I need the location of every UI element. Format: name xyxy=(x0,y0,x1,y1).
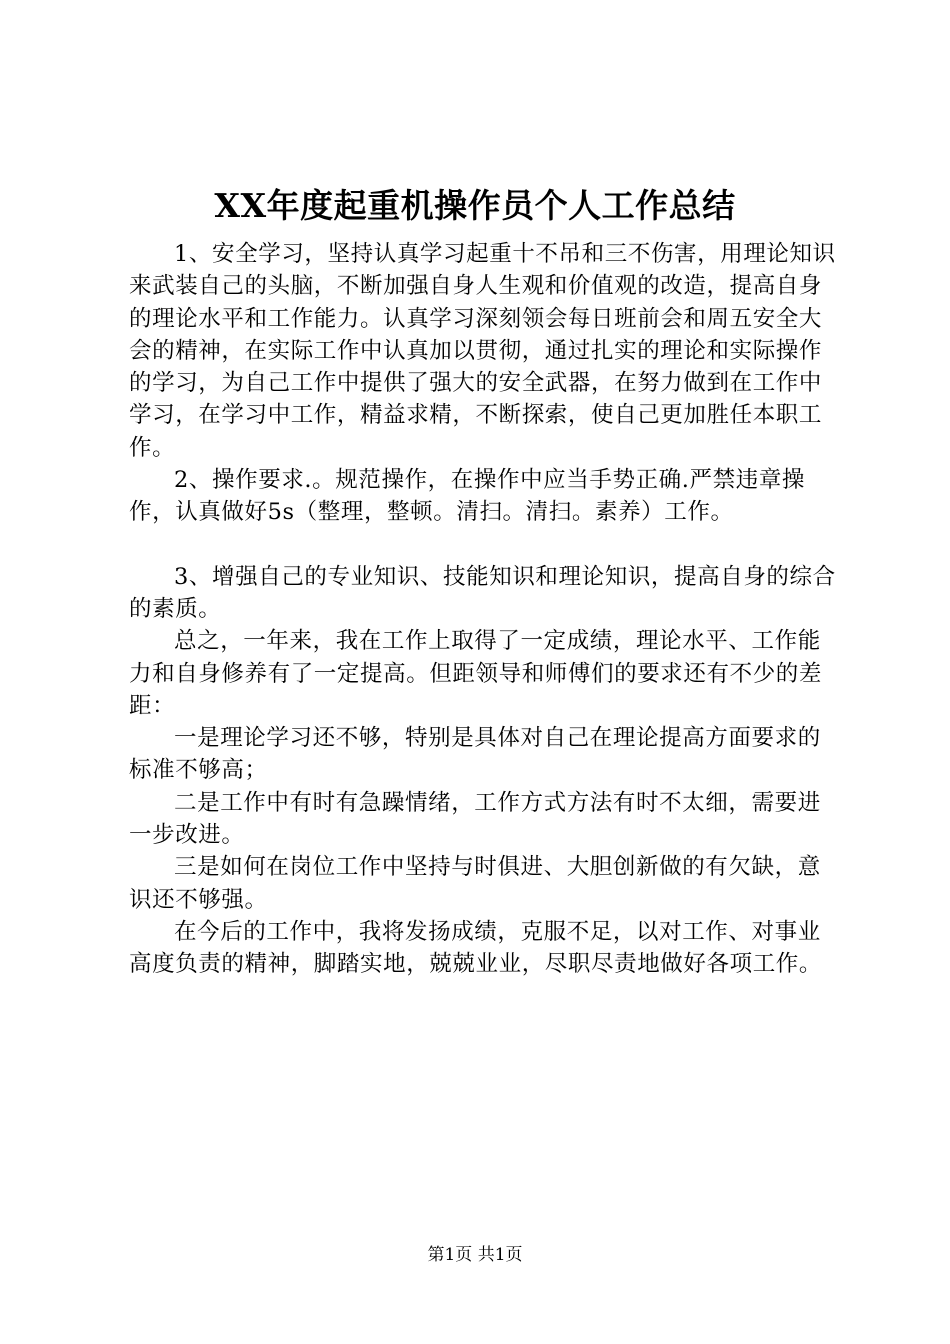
paragraph-gap-two: 二是工作中有时有急躁情绪，工作方式方法有时不太细，需要进一步改进。 xyxy=(129,789,821,849)
document-title: XX年度起重机操作员个人工作总结 xyxy=(214,186,736,225)
page-footer: 第1页 共1页 xyxy=(427,1245,523,1265)
paragraph-future-work: 在今后的工作中，我将发扬成绩，克服不足，以对工作、对事业高度负责的精神，脚踏实地，兢兢业业，尽职尽责地做好各项工作。 xyxy=(129,918,823,978)
paragraph-summary: 总之，一年来，我在工作上取得了一定成绩，理论水平、工作能力和自身修养有了一定提高。但距领导和师傅们的要求还有不少的差距： xyxy=(129,628,823,719)
paragraph-operation-requirements: 2、操作要求.。规范操作，在操作中应当手势正确.严禁违章操作，认真做好5s（整理，整顿。清扫。清扫。素养）工作。 xyxy=(129,467,806,526)
paragraph-gap-three: 三是如何在岗位工作中坚持与时俱进、大胆创新做的有欠缺，意识还不够强。 xyxy=(129,854,821,913)
paragraph-gap-one: 一是理论学习还不够，特别是具体对自己在理论提高方面要求的标准不够高； xyxy=(129,725,821,784)
paragraph-professional-knowledge: 3、增强自己的专业知识、技能知识和理论知识，提高自身的综合的素质。 xyxy=(129,563,836,622)
paragraph-safety-study: 1、安全学习，坚持认真学习起重十不吊和三不伤害，用理论知识来武装自己的头脑，不断加强自身人生观和价值观的改造，提高自身的理论水平和工作能力。认真学习深刻领会每日班前会和周五安全大会的精神，在实际工作中认真加以贯彻，通过扎实的理论和实际操作的学习，为自己工作中提供了强大的安全武器，在努力做到在工作中学习，在学习中工作，精益求精，不断探索，使自己更加胜任本职工作。 xyxy=(129,241,836,461)
document-body xyxy=(129,238,841,981)
